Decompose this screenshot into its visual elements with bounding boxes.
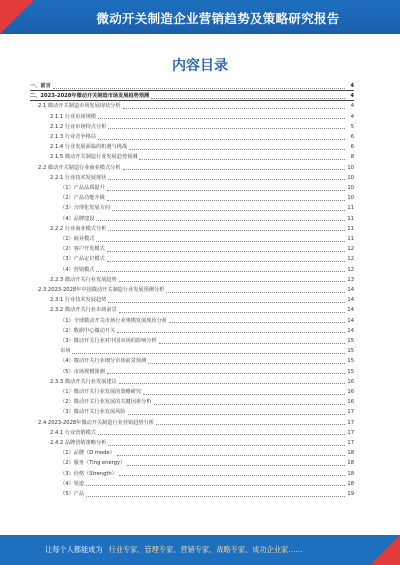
toc-leader-dots <box>108 226 345 231</box>
toc-entry[interactable] <box>30 276 354 284</box>
toc-entry-title: （5）产品 <box>60 491 85 497</box>
toc-entry-page: 11 <box>347 205 354 212</box>
toc-entry-page: 14 <box>347 297 354 304</box>
toc-entry-title: （2）客户开发模式 <box>60 246 105 253</box>
toc-entry[interactable] <box>30 480 354 488</box>
toc-leader-dots <box>169 318 345 323</box>
toc-entry-title: （2）服务（Ting energy） <box>60 460 126 467</box>
toc-entry-page: 18 <box>347 450 354 457</box>
toc-leader-dots <box>112 206 345 211</box>
toc-entry[interactable] <box>30 164 354 172</box>
toc-entry-page: 14 <box>347 307 354 314</box>
toc-entry-page: 4 <box>350 93 354 100</box>
toc-leader-dots <box>119 379 345 384</box>
toc-entry[interactable] <box>30 459 354 467</box>
toc-leader-dots <box>127 461 345 466</box>
toc-entry-page: 18 <box>347 480 354 487</box>
toc-entry-page: 15 <box>347 358 354 365</box>
toc-entry-page: 18 <box>347 470 354 477</box>
toc-entry-page: 8 <box>350 154 354 161</box>
toc-entry-title: 2.1.3 行业竞争格局 <box>50 134 96 140</box>
toc-entry[interactable] <box>30 347 354 355</box>
toc-entry-page: 14 <box>347 317 354 324</box>
toc-entry-title: （3）合理化发展方向 <box>60 205 110 212</box>
footer-accent-triangle <box>370 535 400 565</box>
footer-bar <box>0 535 400 565</box>
toc-entry-page: 13 <box>347 276 354 283</box>
toc-entry-page: 15 <box>347 368 354 375</box>
toc-entry[interactable] <box>30 419 354 427</box>
toc-leader-dots <box>96 237 345 242</box>
toc-entry[interactable] <box>30 368 354 376</box>
toc-entry-title: （1）微动开关行业发展的策略研究 <box>60 389 142 395</box>
toc-leader-dots <box>148 359 345 364</box>
toc-entry-page: 6 <box>350 144 354 151</box>
toc-leader-dots <box>166 288 345 293</box>
toc-leader-dots <box>117 328 345 333</box>
toc-entry-page: 17 <box>347 419 354 426</box>
toc-entry-title: （1）品牌（D mode） <box>60 450 115 457</box>
footer-slogan: 让每个人都能成为 <box>45 545 103 554</box>
footer-roles: 行业专家、管理专家、营销专家、战略专家、成功企业家…… <box>108 545 303 554</box>
toc-entry[interactable] <box>30 153 354 161</box>
toc-entry-page: 10 <box>347 174 354 181</box>
toc-entry-page: 14 <box>347 327 354 334</box>
toc-entry-page: 17 <box>347 409 354 416</box>
toc-entry-page: 19 <box>347 491 354 497</box>
footer-text <box>45 545 360 555</box>
toc-leader-dots <box>53 84 345 89</box>
toc-entry[interactable] <box>30 449 354 457</box>
toc-entry-title: 2.2.3 微动开关行业发展趋势 <box>50 276 117 283</box>
toc-leader-dots <box>117 451 345 456</box>
toc-entry-page: 10 <box>347 195 354 202</box>
toc-leader-dots <box>123 165 345 170</box>
toc-entry[interactable] <box>30 490 354 498</box>
toc-entry-title: 2.1 微动开关制造市场发展现状分析 <box>38 103 121 110</box>
toc-entry-page: 16 <box>347 378 354 385</box>
toc-entry-title: 2.3.1 行业技术发展趋势 <box>50 297 107 304</box>
toc-entry[interactable] <box>30 123 354 131</box>
toc-entry-page: 11 <box>347 225 354 232</box>
toc-entry-title: 2.2 微动开关制造行业商业模式分析 <box>38 164 121 171</box>
toc-leader-dots <box>107 247 345 252</box>
toc-leader-dots <box>107 257 345 262</box>
toc-entry-title: 2.4 2023-2028年微动开关制造行业营销趋势分析 <box>38 419 154 426</box>
toc-entry[interactable] <box>30 398 354 406</box>
toc-entry-page: 4 <box>350 103 354 110</box>
toc-leader-dots <box>72 349 345 354</box>
toc-entry[interactable] <box>30 102 354 110</box>
toc-entry[interactable] <box>30 255 354 263</box>
toc-entry-page: 14 <box>347 287 354 293</box>
toc-leader-dots <box>98 430 345 435</box>
toc-entry-page: 6 <box>350 134 354 140</box>
toc-leader-dots <box>96 216 345 221</box>
toc-entry-title: 2.2.1 行业技术发展现状 <box>50 174 107 181</box>
toc-entry[interactable] <box>30 82 354 91</box>
toc-entry-title: （4）营销模式 <box>60 266 95 273</box>
toc-leader-dots <box>143 390 345 395</box>
toc-leader-dots <box>159 339 345 344</box>
toc-entry-title: 2.1.2 行业市场特点分析 <box>50 123 107 130</box>
toc-entry-page: 5 <box>350 123 354 130</box>
toc-entry-title: 2.4.2 品牌营销策略分析 <box>50 440 107 446</box>
toc-heading: 内容目录 <box>172 58 228 74</box>
toc-entry-title: 2.2.2 行业商业模式分析 <box>50 225 107 232</box>
toc-entry[interactable] <box>30 306 354 314</box>
toc-entry-title: 2.1.5 微动开关制造行业发展趋势预测 <box>50 154 138 161</box>
toc-entry[interactable] <box>30 286 354 294</box>
toc-entry-page: 4 <box>350 113 354 120</box>
toc-entry[interactable] <box>30 204 354 212</box>
toc-entry-title: 2.3.3 微动开关行业发展建议 <box>50 378 117 385</box>
toc-leader-dots <box>119 308 345 313</box>
toc-leader-dots <box>154 400 346 405</box>
toc-entry[interactable] <box>30 113 354 121</box>
toc-entry-page: 16 <box>347 389 354 395</box>
toc-leader-dots <box>108 124 345 129</box>
toc-leader-dots <box>107 196 345 201</box>
toc-entry-title: （2）微动开关行业发展的关键因素分析 <box>60 399 152 406</box>
toc-entry[interactable] <box>30 296 354 304</box>
header-accent-triangle <box>0 0 34 34</box>
toc-entry-page: 12 <box>347 246 354 253</box>
toc-entry-title: 二、2023-2028年微动开关制造市场发展趋势预测 <box>30 93 150 100</box>
toc-leader-dots <box>86 481 345 486</box>
toc-leader-dots <box>123 104 345 109</box>
toc-leader-dots <box>108 441 345 446</box>
toc-entry-page: 16 <box>347 399 354 406</box>
toc-entry-page: 17 <box>347 429 354 436</box>
toc-leader-dots <box>107 369 345 374</box>
toc-entry-title: 2.1.4 行业发展面临的机遇与挑战 <box>50 144 128 151</box>
toc-entry[interactable] <box>30 470 354 478</box>
toc-entry[interactable] <box>30 143 354 151</box>
toc-entry-title: （2）数据中心微动开关 <box>60 327 116 334</box>
toc-entry-page: 11 <box>347 236 354 242</box>
toc-entry-title: 2.4.1 行业营销模式 <box>50 429 96 436</box>
toc-entry[interactable] <box>30 235 354 243</box>
toc-leader-dots <box>139 155 345 160</box>
toc-entry[interactable] <box>30 357 354 365</box>
toc-entry[interactable] <box>30 378 354 386</box>
toc-entry[interactable] <box>30 225 354 233</box>
toc-entry-title: （4）品牌建设 <box>60 215 95 222</box>
toc-entry-title: 2.1.1 行业市场规模 <box>50 113 96 120</box>
toc-entry[interactable] <box>30 184 354 192</box>
toc-entry-page: 12 <box>347 256 354 263</box>
toc-entry-title: （1）全球微动开关市场行业规模发展现状分析 <box>60 317 168 324</box>
document-title: 微动开关制造企业营销趋势及策略研究报告 <box>96 11 340 26</box>
header-bar <box>0 0 400 34</box>
toc-leader-dots <box>151 94 345 99</box>
toc-entry-page: 15 <box>347 338 354 344</box>
toc-entry[interactable] <box>30 439 354 447</box>
toc-leader-dots <box>128 410 345 415</box>
toc-entry-page: 12 <box>347 266 354 273</box>
toc-entry-page: 4 <box>350 83 354 89</box>
toc-entry-page: 11 <box>347 215 354 222</box>
toc-entry[interactable] <box>30 388 354 396</box>
toc-leader-dots <box>107 186 345 191</box>
toc-entry-title: （3）产品定位模式 <box>60 256 105 263</box>
toc-leader-dots <box>129 145 345 150</box>
toc-entry[interactable] <box>30 245 354 253</box>
toc-entry[interactable] <box>30 174 354 182</box>
toc-entry[interactable] <box>30 327 354 335</box>
toc-entry-title: （4）微动开关行业细分市场前景预测 <box>60 358 147 365</box>
toc-leader-dots <box>86 492 345 497</box>
toc-entry-title: 2.3.2 微动开关行业市场前景 <box>50 307 117 314</box>
toc-entry[interactable] <box>30 408 354 416</box>
toc-leader-dots <box>96 267 345 272</box>
toc-entry-title: （1）商业模式 <box>60 236 95 242</box>
toc-entry[interactable] <box>30 317 354 325</box>
toc-entry-title: （4）渠道 <box>60 480 85 487</box>
toc-entry-page: 10 <box>347 185 354 191</box>
toc-leader-dots <box>98 135 345 140</box>
toc-leader-dots <box>156 420 345 425</box>
toc-entry-title: （5）市场规模预测 <box>60 368 105 375</box>
toc-leader-dots <box>98 114 345 119</box>
toc-entry-page: 17 <box>347 440 354 446</box>
toc-leader-dots <box>119 471 345 476</box>
toc-entry-title: （3）微动开关行业对中国市场的影响分析 <box>60 338 157 344</box>
toc-leader-dots <box>119 277 345 282</box>
toc-leader-dots <box>108 298 345 303</box>
toc-entry[interactable] <box>30 215 354 223</box>
toc-entry-page: 10 <box>347 164 354 171</box>
toc-entry[interactable] <box>30 337 354 345</box>
toc-entry-title: （3）微动开关行业发展风险 <box>60 409 126 416</box>
toc-entry[interactable] <box>30 266 354 274</box>
toc-entry-title: 市场 <box>60 348 71 355</box>
toc-entry-title: 2.3 2023-2028年中国微动开关制造行业发展预测分析 <box>38 287 165 293</box>
toc-entry-title: （2）产品功能升级 <box>60 195 105 202</box>
toc-entry[interactable] <box>30 92 354 101</box>
toc-entry-title: 一、前言 <box>30 83 51 89</box>
table-of-contents <box>30 82 354 502</box>
toc-entry-page: 18 <box>347 460 354 467</box>
toc-entry-page: 15 <box>347 348 354 355</box>
toc-leader-dots <box>108 175 345 180</box>
toc-entry[interactable] <box>30 429 354 437</box>
toc-entry-title: （1）产品品质提升 <box>60 185 105 191</box>
toc-entry-title: （3）价格（Strength） <box>60 470 117 477</box>
toc-entry[interactable] <box>30 194 354 202</box>
toc-entry[interactable] <box>30 133 354 141</box>
